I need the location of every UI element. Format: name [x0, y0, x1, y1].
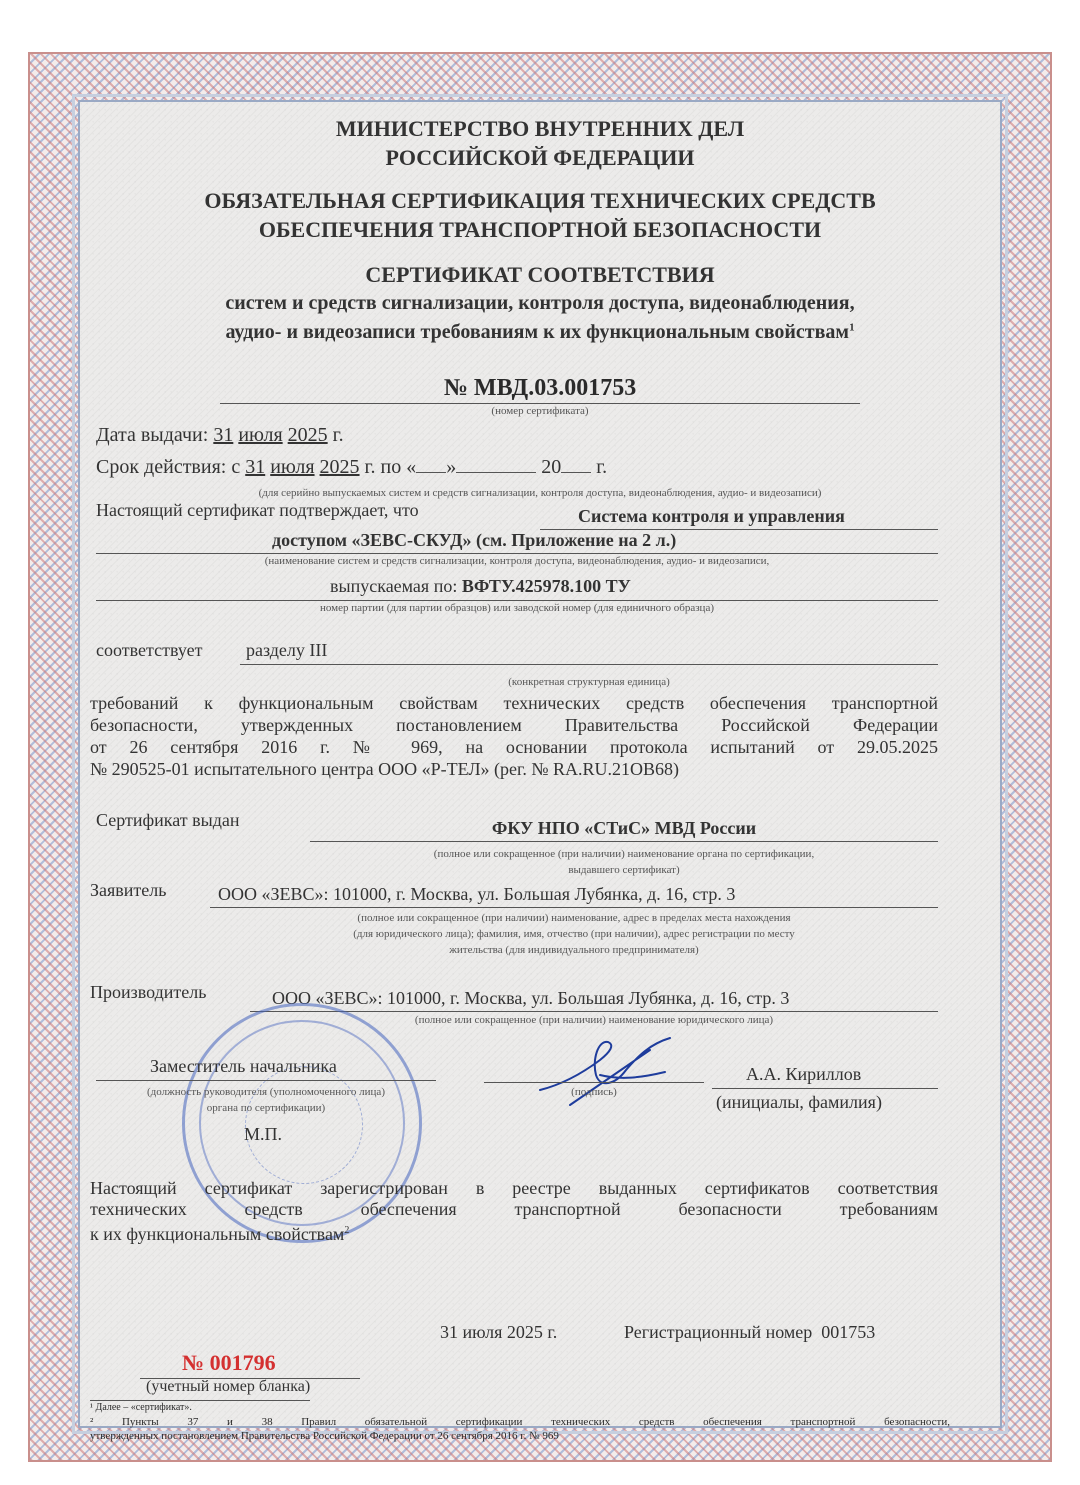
applicant-caption-line2: (для юридического лица); фамилия, имя, отчество (при наличии), адрес регистрации по месту — [353, 928, 795, 940]
footnote-2-line1: ² Пункты 37 и 38 Правил обязательной сертификации технических средств обеспечения транспортной безопасности, — [90, 1416, 950, 1428]
validity-period: Срок действия: с 31 июля 2025 г. по « » 20 г. — [96, 456, 608, 478]
compliance-label: соответствует — [96, 640, 203, 660]
issued-by-label: Сертификат выдан — [96, 810, 240, 830]
produced-by: выпускаемая по: ВФТУ.425978.100 ТУ — [330, 576, 631, 596]
divider — [210, 907, 938, 908]
cert-type-line1: ОБЯЗАТЕЛЬНАЯ СЕРТИФИКАЦИЯ ТЕХНИЧЕСКИХ СРЕДСТВ — [204, 188, 876, 213]
technical-spec-number: ВФТУ.425978.100 ТУ — [461, 576, 631, 596]
footnote-divider — [90, 1400, 310, 1401]
divider — [250, 1011, 938, 1012]
signature-scribble — [530, 1030, 690, 1110]
applicant-label: Заявитель — [90, 880, 167, 900]
product-name-caption: (наименование систем и средств сигнализации, контроля доступа, видеонаблюдения, аудио- и видеозаписи, — [264, 555, 770, 567]
position-caption-line2: органа по сертификации) — [206, 1102, 326, 1114]
divider — [240, 664, 938, 665]
divider — [310, 841, 938, 842]
footnote-2-line2: утвержденных постановлением Правительства Российской Федерации от 26 сентября 2016 г. № 969 — [90, 1430, 559, 1442]
manufacturer-caption: (полное или сокращенное (при наличии) наименование юридического лица) — [414, 1014, 774, 1026]
certificate-number-caption: (номер сертификата) — [491, 405, 589, 417]
confirms-label: Настоящий сертификат подтверждает, что — [96, 500, 419, 520]
registry-text: Настоящий сертификат зарегистрирован в реестре выданных сертификатов соответствия технических средств обеспечения транспортной безопасности требованиям к их функциональным свойствам$^2$ — [90, 1178, 938, 1244]
divider — [96, 600, 938, 601]
divider — [712, 1088, 938, 1089]
manufacturer-value: ООО «ЗЕВС»: 101000, г. Москва, ул. Большая Лубянка, д. 16, стр. 3 — [272, 988, 790, 1008]
issued-by-caption-line2: выдавшего сертификат) — [568, 864, 680, 876]
seal-label: М.П. — [244, 1124, 283, 1144]
certificate-number: № МВД.03.001753 — [443, 375, 637, 401]
divider — [96, 553, 938, 554]
registry-date: 31 июля 2025 г. — [440, 1322, 558, 1342]
registration-number: Регистрационный номер 001753 — [624, 1322, 876, 1342]
ministry-title-line1: МИНИСТЕРСТВО ВНУТРЕННИХ ДЕЛ — [335, 116, 745, 141]
cert-type-line2: ОБЕСПЕЧЕНИЯ ТРАНСПОРТНОЙ БЕЗОПАСНОСТИ — [258, 217, 822, 242]
blank-number: № 001796 — [182, 1350, 276, 1375]
subtitle-line1: систем и средств сигнализации, контроля доступа, видеонаблюдения, — [225, 292, 855, 314]
applicant-caption-line3: жительства (для индивидуального предпринимателя) — [449, 944, 699, 956]
product-name-line1: Система контроля и управления — [578, 506, 845, 526]
product-name-line2: доступом «ЗЕВС-СКУД» (см. Приложение на 2 л.) — [272, 530, 677, 550]
position-caption-line1: (должность руководителя (уполномоченного лица) — [147, 1086, 385, 1098]
issue-date: Дата выдачи: 31 июля 2025 г. — [96, 424, 344, 446]
name-caption: (инициалы, фамилия) — [716, 1092, 882, 1112]
footnote-marker-2: 2 — [344, 1225, 350, 1236]
applicant-value: ООО «ЗЕВС»: 101000, г. Москва, ул. Большая Лубянка, д. 16, стр. 3 — [218, 884, 736, 904]
signature-caption: (подпись) — [571, 1086, 617, 1098]
divider — [96, 1080, 436, 1081]
compliance-value: разделу III — [246, 640, 328, 660]
compliance-text: требований к функциональным свойствам технических средств обеспечения транспортной безопасности, утвержденных постановлением Правительства Российской Федерации от 26 сентября 2016 г. № 969, на основании протокола испытаний от 29.05.2025 № 290525-01 испытательного центра ООО «Р-ТЕЛ» (рег. № RA.RU.21ОВ68) — [90, 693, 938, 779]
signatory-name: А.А. Кириллов — [746, 1064, 862, 1084]
applicant-caption-line1: (полное или сокращенное (при наличии) наименование, адрес в пределах места нахождения — [357, 912, 791, 924]
blank-number-caption: (учетный номер бланка) — [146, 1378, 311, 1395]
footnote-1: ¹ Далее – «сертификат». — [90, 1402, 192, 1413]
validity-caption: (для серийно выпускаемых систем и средств сигнализации, контроля доступа, видеонаблюдения, аудио- и видеозаписи) — [258, 487, 822, 499]
manufacturer-label: Производитель — [90, 982, 207, 1002]
batch-caption: номер партии (для партии образцов) или заводской номер (для единичного образца) — [320, 602, 714, 614]
divider — [220, 403, 860, 404]
divider — [484, 1082, 704, 1083]
compliance-caption: (конкретная структурная единица) — [508, 676, 670, 688]
document-title: СЕРТИФИКАТ СООТВЕТСТВИЯ — [365, 262, 715, 287]
ministry-title-line2: РОССИЙСКОЙ ФЕДЕРАЦИИ — [385, 145, 695, 170]
issued-by-caption-line1: (полное или сокращенное (при наличии) наименование органа по сертификации, — [433, 848, 815, 860]
footnote-marker-1: 1 — [849, 321, 855, 334]
subtitle-line2: аудио- и видеозаписи требованиям к их функциональным свойствам$^1$ — [225, 321, 855, 343]
signatory-position: Заместитель начальника — [150, 1056, 337, 1076]
certification-body-name: ФКУ НПО «СТиС» МВД России — [491, 818, 757, 838]
